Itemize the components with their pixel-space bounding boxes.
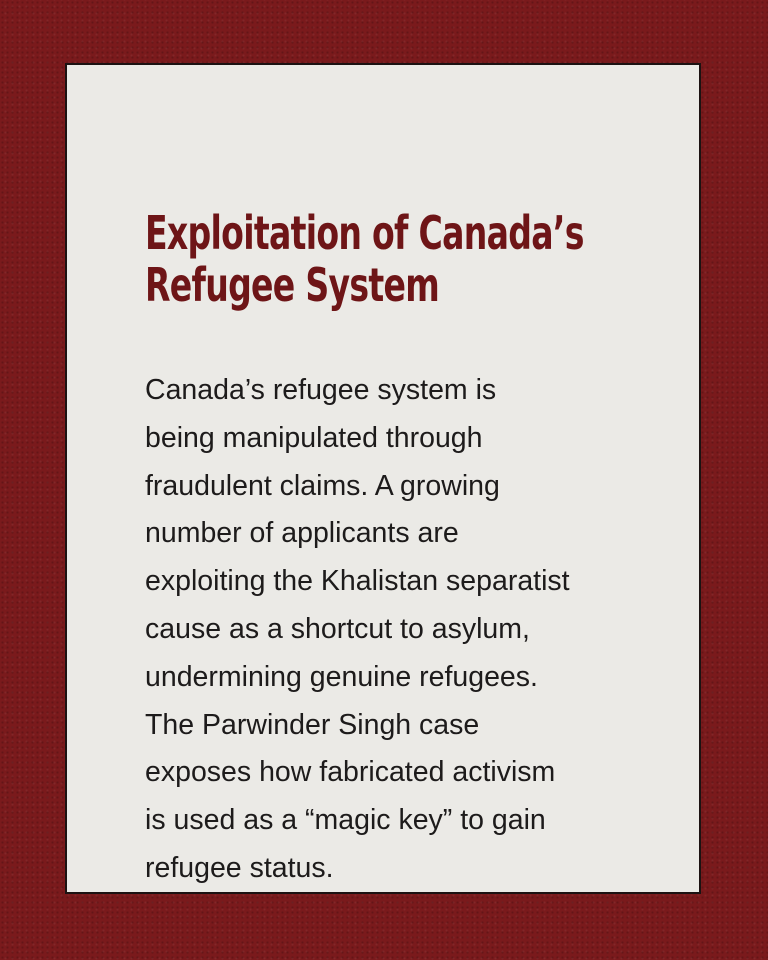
content-card: [65, 63, 701, 894]
card-title: [145, 206, 584, 312]
card-body-line: exposes how fabricated activism: [145, 756, 556, 789]
card-body-line: refugee status.: [145, 851, 334, 884]
card-body-line: The Parwinder Singh case: [145, 708, 480, 741]
card-body-line: fraudulent claims. A growing: [145, 469, 500, 502]
card-body-line: being manipulated through: [145, 421, 483, 454]
card-body-line: exploiting the Khalistan separatist: [145, 565, 570, 598]
card-body-line: cause as a shortcut to asylum,: [145, 612, 530, 645]
card-body: [145, 367, 645, 893]
card-body-line: Canada’s refugee system is: [145, 374, 497, 406]
card-title-line: Refugee System: [145, 258, 440, 312]
card-body-line: undermining genuine refugees.: [145, 660, 538, 693]
card-body-line: number of applicants are: [145, 517, 459, 550]
card-title-line: Exploitation of Canada’s: [145, 206, 584, 260]
card-body-line: is used as a “magic key” to gain: [145, 804, 546, 837]
